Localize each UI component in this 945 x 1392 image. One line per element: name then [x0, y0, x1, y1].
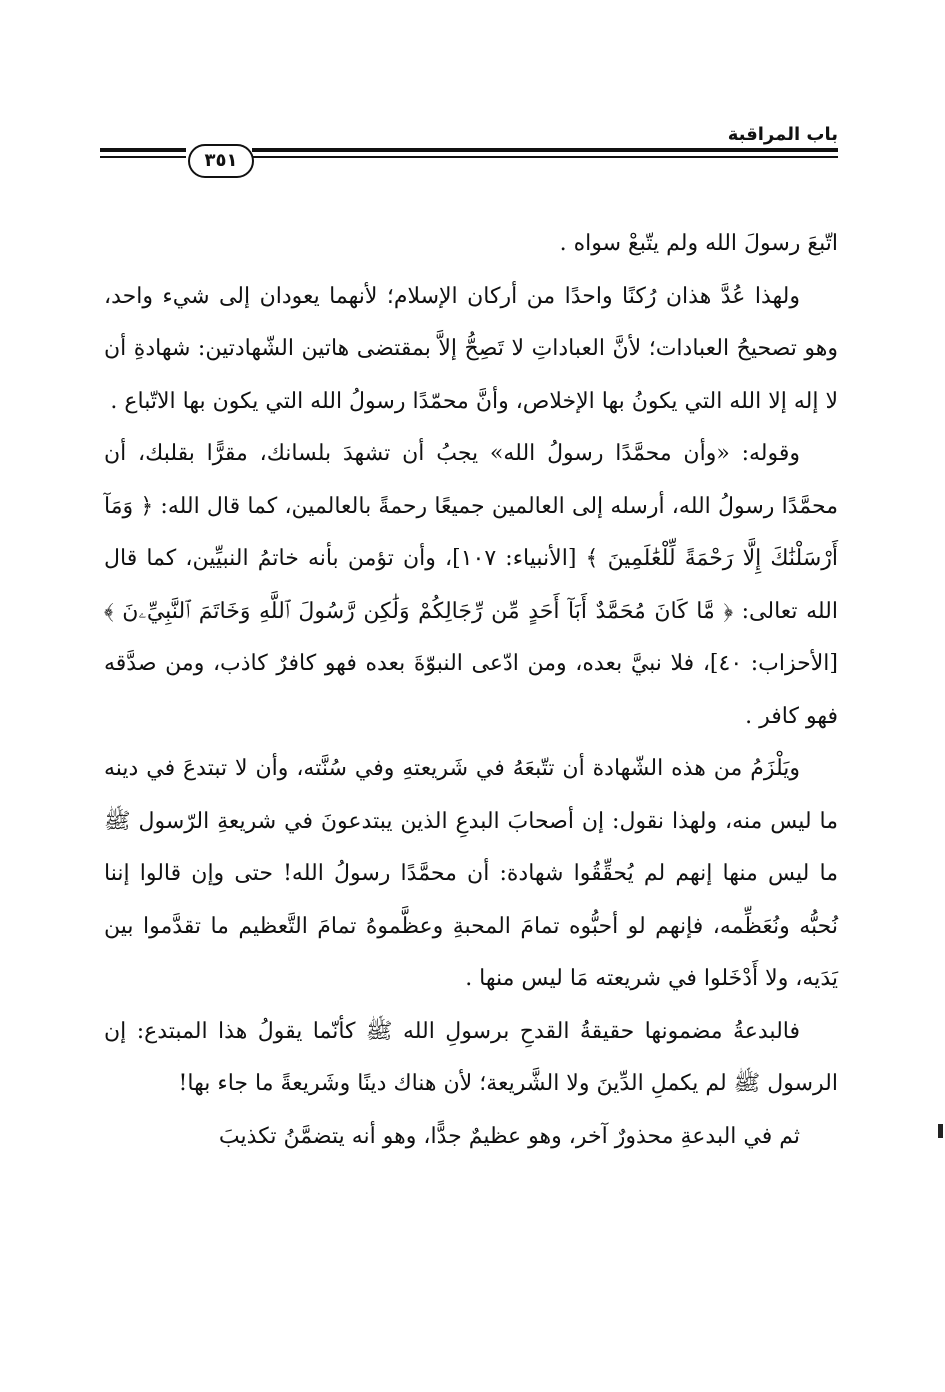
paragraph-4: ويَلْزَمُ من هذه الشّهادة أن تتّبعَهُ في شَريعتهِ وفي سُنَّته، وأن لا تبتدعَ في دينه ما ليس منه، ولهذا نقول: إن أصحابَ البدعِ الذين يبتدعونَ في شريعةِ الرّسول ﷺ ما ليس منها إنهم لم يُحقِّقُوا شهادة: أن محمَّدًا رسولُ الله! حتى وإن قالوا إننا نُحبُّه ونُعَظِّمه، فإنهم لو أحبُّوه تمامَ المحبةِ وعظَّموهُ تمامَ التَّعظيم ما تقدَّموا بين يَدَيه، ولا أَدْخَلوا في شريعته مَا ليس منها . — [104, 756, 838, 991]
header-rule-left-bottom — [100, 156, 186, 158]
paragraph-2: ولهذا عُدَّ هذان رُكنًا واحدًا من أركان الإسلام؛ لأنهما يعودان إلى شيء واحد، وهو تصحيحُ العبادات؛ لأنَّ العباداتِ لا تَصِحُّ إلاَّ بمقتضى هاتين الشّهادتين: شهادةِ أن لا إله إلا الله التي يكونُ بها الإخلاص، وأنَّ محمّدًا رسولُ الله التي يكون بها الاتّباع . — [104, 283, 838, 414]
paragraph-3: وقوله: «وأن محمَّدًا رسولُ الله» يجبُ أن تشهدَ بلسانك، مقرًّا بقلبك، أن محمَّدًا رسولُ الله، أرسله إلى العالمين جميعًا رحمةً بالعالمين، كما قال الله: ﴿ وَمَآ أَرْسَلْنَٰكَ إِلَّا رَحْمَةً لِّلْعَٰلَمِينَ ﴾ [الأنبياء: ١٠٧]، وأن تؤمن بأنه خاتمُ النبيِّين، كما قال الله تعالى: ﴿ مَّا كَانَ مُحَمَّدٌ أَبَآ أَحَدٍ مِّن رِّجَالِكُمْ وَلَٰكِن رَّسُولَ ٱللَّهِ وَخَاتَمَ ٱلنَّبِيِّۦنَ ﴾ [الأحزاب: ٤٠]، فلا نبيَّ بعده، ومن ادّعى النبوّةَ بعده فهو كافرٌ كاذب، ومن صدَّقه فهو كافر . — [104, 441, 838, 729]
header-rule-right-top — [252, 148, 838, 152]
page-header — [100, 118, 838, 188]
paragraph-1: اتّبعَ رسولَ الله ولم يتّبعْ سواه . — [559, 231, 838, 256]
paragraph-6: ثم في البدعةِ محذورٌ آخر، وهو عظيمٌ جدًّا، وهو أنه يتضمَّنُ تكذيبَ — [218, 1123, 800, 1149]
paragraph-5: فالبدعةُ مضمونها حقيقةُ القدحِ برسولِ الله ﷺ كأنّما يقولُ هذا المبتدع: إن الرسول ﷺ لم يكملِ الدِّينَ ولا الشَّريعة؛ لأن هناك دينًا وشَريعةً ما جاء بها! — [104, 1018, 838, 1096]
chapter-title: باب المراقبة — [727, 124, 838, 145]
header-rule-left-top — [100, 148, 186, 152]
page-number: ٣٥١ — [188, 144, 254, 178]
margin-mark — [938, 1124, 943, 1138]
body-text — [104, 218, 838, 1163]
header-rule-right-bottom — [252, 156, 838, 158]
